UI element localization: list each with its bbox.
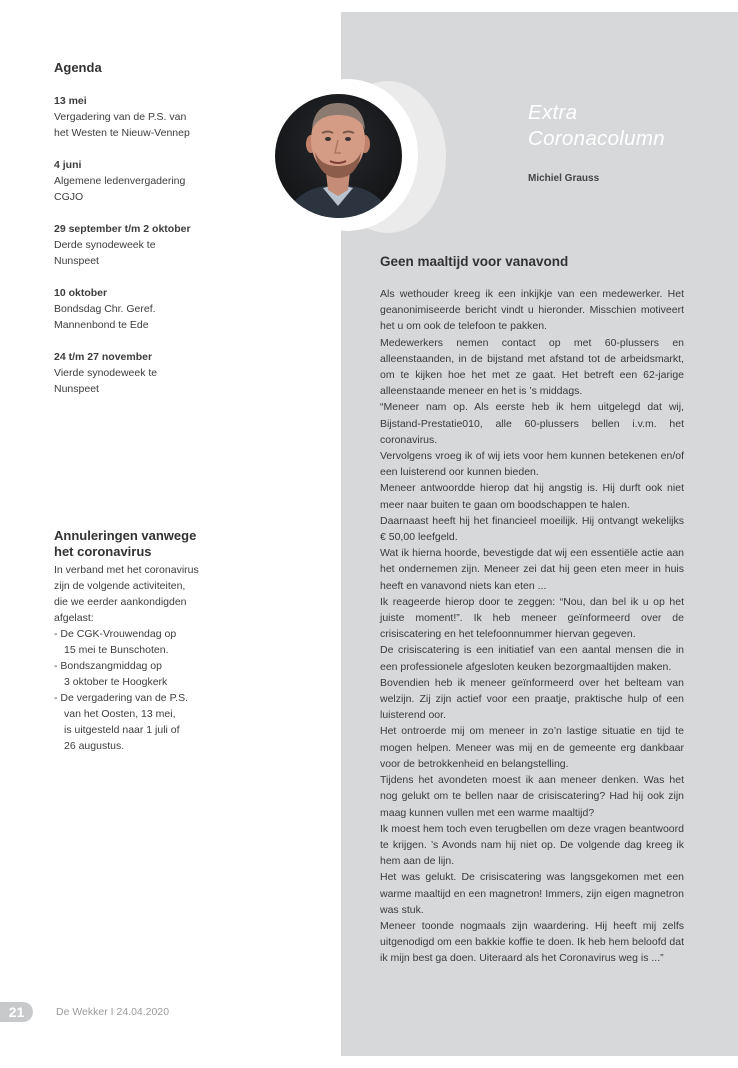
agenda-item-date: 29 september t/m 2 oktober bbox=[54, 223, 191, 235]
article-paragraph: Daarnaast heeft hij het financieel moeilijk. Hij ontvangt wekelijks € 50,00 leefgeld. bbox=[380, 514, 684, 544]
cancellations-title bbox=[54, 528, 229, 560]
agenda-item-description: Nunspeet bbox=[54, 255, 99, 267]
column-title bbox=[528, 100, 665, 152]
cancellations-intro bbox=[54, 562, 229, 626]
cancellations-title-line2: het coronavirus bbox=[54, 544, 152, 559]
article-paragraph: Medewerkers nemen contact op met 60-plussers en alleenstaanden, in de bijstand met afstand tot de arbeidsmarkt, om te kijken hoe het met ze gaat. Het betreft een 62-jarige alleenstaande meneer en het is ’s middags. bbox=[380, 336, 684, 398]
agenda-item bbox=[54, 285, 224, 333]
author-name: Michiel Grauss bbox=[528, 173, 600, 184]
article-paragraph: Bovendien heb ik meneer geïnformeerd over het belteam van welzijn. Zij zijn actief voor een praatje, praktische hulp of een luisterend oor. bbox=[380, 676, 684, 722]
article-paragraph: Ik moest hem toch even terugbellen om deze vragen beantwoord te krijgen. ’s Avonds nam hij niet op. De volgende dag kreeg ik hem aan de lijn. bbox=[380, 822, 684, 868]
portrait-illustration bbox=[275, 94, 402, 218]
cancellation-item bbox=[54, 658, 229, 690]
agenda-item bbox=[54, 349, 224, 397]
article-paragraph: Het ontroerde mij om meneer in zo’n lastige situatie en tijd te mogen helpen. Meneer was mij en de gemeente erg dankbaar voor de betrokkenheid en belangstelling. bbox=[380, 725, 684, 770]
agenda-item-description: Vergadering van de P.S. van bbox=[54, 111, 187, 123]
agenda-item-description: Vierde synodeweek te bbox=[54, 367, 158, 379]
agenda-item-description: Mannenbond te Ede bbox=[54, 319, 149, 331]
agenda-item bbox=[54, 221, 224, 269]
agenda-item-date: 24 t/m 27 november bbox=[54, 351, 153, 363]
agenda-item bbox=[54, 93, 224, 141]
cancellation-item-line: 15 mei te Bunschoten. bbox=[64, 644, 169, 656]
cancellations-section bbox=[54, 528, 229, 754]
article-paragraph: Meneer antwoordde hierop dat hij angstig is. Hij durft ook niet meer naar buiten te gaan om boodschappen te halen. bbox=[380, 482, 684, 511]
article-paragraph: Ik reageerde hierop door te zeggen: “Nou, dan bel ik u op het juiste moment!”. Ik heb meneer geïnformeerd over de crisiscatering en het telefoonnummer hiervan gegeven. bbox=[380, 595, 684, 641]
agenda-section bbox=[54, 60, 224, 413]
article-paragraph: Tijdens het avondeten moest ik aan meneer denken. Was het nog gelukt om te bellen naar de crisiscatering? Had hij ook zijn maag kunnen vullen met een warme maaltijd? bbox=[380, 774, 684, 819]
cancellations-list bbox=[54, 626, 229, 754]
agenda-item-description: Bondsdag Chr. Geref. bbox=[54, 303, 156, 315]
article-paragraph: Meneer toonde nogmaals zijn waardering. Hij heeft mij zelfs uitgenodigd om een bakkie koffie te doen. Ik heb hem beloofd dat ik mijn best ga doen. Uiteraard als het Coronavirus weg is ...” bbox=[380, 919, 684, 965]
agenda-item-description: Nunspeet bbox=[54, 383, 99, 395]
agenda-item-description: het Westen te Nieuw-Vennep bbox=[54, 127, 190, 139]
intro-line: afgelast: bbox=[54, 612, 94, 624]
cancellation-item-line: van het Oosten, 13 mei, bbox=[64, 708, 176, 720]
intro-line: zijn de volgende activiteiten, bbox=[54, 580, 186, 592]
agenda-list bbox=[54, 93, 224, 397]
agenda-item-description: CGJO bbox=[54, 191, 84, 203]
article-paragraph: Vervolgens vroeg ik of wij iets voor hem kunnen betekenen en/of een luisterend oor kunnen bieden. bbox=[380, 450, 684, 479]
cancellation-item bbox=[54, 690, 229, 754]
intro-line: In verband met het coronavirus bbox=[54, 564, 199, 576]
cancellation-item-line: is uitgesteld naar 1 juli of bbox=[64, 724, 180, 736]
article-title: Geen maaltijd voor vanavond bbox=[380, 254, 569, 269]
cancellation-item-line: 26 augustus. bbox=[64, 740, 125, 752]
cancellation-item-line: 3 oktober te Hoogkerk bbox=[64, 676, 168, 688]
article-body bbox=[380, 286, 684, 967]
cancellation-item-line: - Bondszangmiddag op bbox=[54, 660, 162, 672]
cancellation-item-line: - De CGK-Vrouwendag op bbox=[54, 628, 177, 640]
agenda-item-date: 10 oktober bbox=[54, 287, 108, 299]
agenda-item-date: 4 juni bbox=[54, 159, 82, 171]
agenda-item bbox=[54, 157, 224, 205]
agenda-item-date: 13 mei bbox=[54, 95, 87, 107]
agenda-item-description: Algemene ledenvergadering bbox=[54, 175, 186, 187]
article-paragraph: “Meneer nam op. Als eerste heb ik hem uitgelegd dat wij, Bijstand-Prestatie010, alle 60-plussers bellen i.v.m. het coronavirus. bbox=[380, 401, 684, 446]
article-paragraph: Als wethouder kreeg ik een inkijkje van een medewerker. Het geanonimiseerde bericht vindt u hieronder. Misschien motiveert het u om ook de telefoon te pakken. bbox=[380, 288, 684, 333]
author-portrait bbox=[275, 94, 402, 218]
intro-line: die we eerder aankondigden bbox=[54, 596, 187, 608]
column-title-line1: Extra bbox=[528, 101, 578, 124]
agenda-title: Agenda bbox=[54, 60, 102, 75]
agenda-item-description: Derde synodeweek te bbox=[54, 239, 156, 251]
footer-publication-info: De Wekker I 24.04.2020 bbox=[56, 1006, 170, 1018]
article-paragraph: Wat ik hierna hoorde, bevestigde dat wij een essentiële actie aan het ondernemen zijn. Meneer zei dat hij geen eten meer in huis heeft en vanavond niets kan eten ... bbox=[380, 547, 684, 592]
cancellation-item-line: - De vergadering van de P.S. bbox=[54, 692, 189, 704]
cancellation-item bbox=[54, 626, 229, 658]
cancellations-title-line1: Annuleringen vanwege bbox=[54, 528, 197, 543]
column-title-line2: Coronacolumn bbox=[528, 127, 665, 150]
article-paragraph: Het was gelukt. De crisiscatering was langsgekomen met een warme maaltijd en een magnetron! Immers, zijn eigen magnetron was stuk. bbox=[380, 871, 684, 916]
page-number-badge: 21 bbox=[0, 1002, 33, 1022]
article-paragraph: De crisiscatering is een initiatief van een aantal mensen die in een professionele afgesloten keuken bezorgmaaltijden maken. bbox=[380, 644, 684, 673]
